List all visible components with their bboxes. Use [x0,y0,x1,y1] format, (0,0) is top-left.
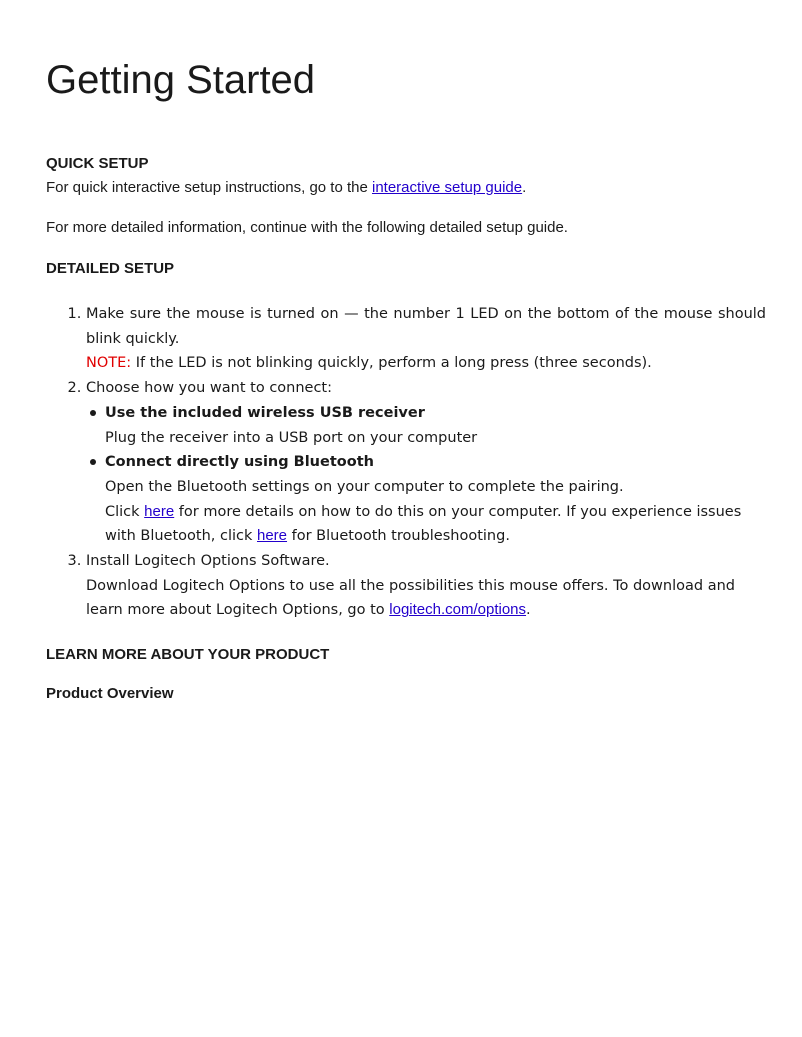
note-text: If the LED is not blinking quickly, perform a long press (three seconds). [131,355,652,372]
bullet-icon [90,410,96,416]
quick-setup-prefix: For quick interactive setup instructions, go to the [46,179,372,196]
connect-options-list [86,401,768,549]
quick-setup-heading: QUICK SETUP [46,155,149,172]
step-2-text: Choose how you want to connect: [86,380,333,397]
page-title: Getting Started [46,58,316,102]
step-3-text: Install Logitech Options Software. [86,553,330,570]
note-label: NOTE: [86,355,132,372]
step-3-desc-suffix: . [526,602,531,619]
option-usb-title: Use the included wireless USB receiver [105,404,425,421]
quick-setup-text [46,178,526,198]
step-1-text: 1. Make sure the mouse is turned on — the number 1 LED on the bottom of the mouse should blink quickly. [86,306,766,347]
interactive-setup-guide-link[interactable]: interactive setup guide [372,179,523,196]
setup-steps [46,302,768,623]
step-3 [86,549,768,623]
step-2 [86,376,768,549]
step-3-desc-prefix: Download Logitech Options to use all the possibilities this mouse offers. To download and learn more about Logitech Options, go to [86,577,735,619]
steps-list [46,302,768,623]
option-bt-title: Connect directly using Bluetooth [105,454,374,471]
bullet-icon [90,459,96,465]
step-1 [86,302,768,376]
option-bt-click-middle: for more details on how to do this on your computer. If you experience issues with Bluetooth, click [105,503,742,545]
option-bt-click-suffix: for Bluetooth troubleshooting. [287,528,510,545]
bluetooth-troubleshooting-link[interactable]: here [257,527,288,545]
option-bt-desc: Open the Bluetooth settings on your computer to complete the pairing. [105,478,624,495]
option-bluetooth [105,450,768,549]
option-bt-click-prefix: Click [105,503,145,520]
logitech-options-link[interactable]: logitech.com/options [389,601,527,619]
quick-setup-suffix: . [522,179,527,196]
learn-more-heading: LEARN MORE ABOUT YOUR PRODUCT [46,646,330,663]
detailed-setup-heading: DETAILED SETUP [46,260,175,277]
product-overview-heading: Product Overview [46,685,174,702]
detailed-intro-text: For more detailed information, continue with the following detailed setup guide. [46,219,568,236]
bluetooth-details-link[interactable]: here [144,502,175,520]
option-usb-receiver [105,401,768,450]
option-usb-desc: Plug the receiver into a USB port on your computer [105,429,478,446]
